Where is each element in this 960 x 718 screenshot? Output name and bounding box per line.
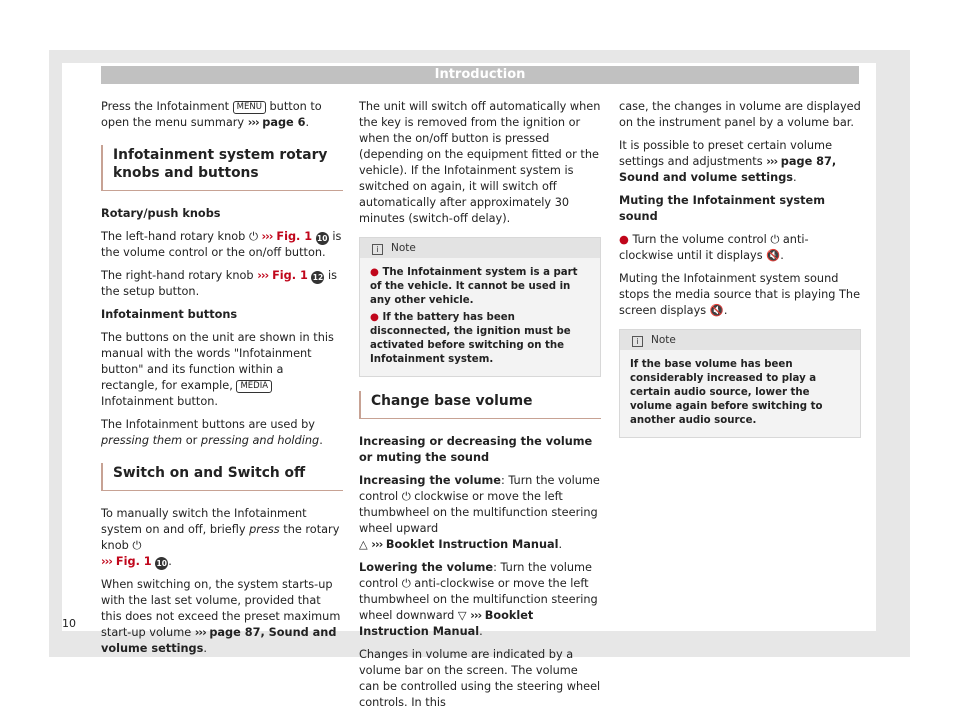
heading-rotary-knobs: Infotainment system rotary knobs and buttons xyxy=(101,145,343,191)
fig-ref-link[interactable]: ››› Fig. 1 xyxy=(101,555,152,568)
note-body xyxy=(620,350,860,437)
preset-paragraph: It is possible to preset certain volume settings and adjustments ››› page 87, Sound and volume settings. xyxy=(619,139,837,184)
left-knob-paragraph: The left-hand rotary knob ⏻ ››› Fig. 1 10 is the volume control or the on/off button. xyxy=(101,230,342,259)
mute-icon: 🔇 xyxy=(709,304,724,317)
chevron-ref-icon: ››› xyxy=(766,155,778,168)
page-ref-link[interactable]: page 87, Sound and volume settings xyxy=(101,626,337,655)
triangle-up-icon: △ xyxy=(359,538,368,551)
note-body xyxy=(360,258,600,376)
booklet-ref[interactable]: Booklet Instruction Manual xyxy=(385,538,559,551)
fig-ref-link[interactable]: ››› Fig. 1 xyxy=(257,269,308,282)
power-icon: ⏻ xyxy=(401,490,411,503)
heading-change-volume: Change base volume xyxy=(359,391,601,419)
right-knob-paragraph: The right-hand rotary knob ››› Fig. 1 12 is the setup button. xyxy=(101,269,338,298)
mute-icon: 🔇 xyxy=(766,249,781,262)
info-icon: i xyxy=(372,244,383,255)
intro-paragraph: Press the Infotainment MENU button to open the menu summary ››› page 6. xyxy=(101,100,322,129)
auto-off-paragraph: The unit will switch off automatically when the key is removed from the ignition or when the on/off button is pressed (depending on the equipment fitted or the vehicle). If the Infotainment system is switched on again, it will switch off automatically after approximately 30 minutes (switch-off delay). xyxy=(359,100,601,225)
switch-paragraph: To manually switch the Infotainment system on and off, briefly press the rotary knob ⏻ ››› Fig. 1 10. xyxy=(101,507,340,568)
note-header: i Note xyxy=(360,238,600,258)
page-ref-link[interactable]: page 6 xyxy=(262,116,306,129)
booklet-ref[interactable]: Booklet Instruction Manual xyxy=(359,609,534,638)
column-1 xyxy=(101,99,343,664)
note-header: i Note xyxy=(620,330,860,350)
increase-paragraph: Increasing the volume: Turn the volume control ⏻ clockwise or move the left thumbwheel on the multifunction steering wheel upward △ ››› Booklet Instruction Manual. xyxy=(359,474,600,551)
callout-10: 10 xyxy=(317,234,328,243)
media-key: MEDIA xyxy=(236,380,272,393)
note-item: ● The Infotainment system is a part of the vehicle. It cannot be used in any other vehicle. xyxy=(370,267,578,306)
power-icon: ⏻ xyxy=(248,230,258,243)
chevron-ref-icon: ››› xyxy=(470,609,482,622)
page-ref-link[interactable]: page 87, Sound and volume settings xyxy=(619,155,837,184)
note-text: If the base volume has been considerably increased to play a certain audio source, lower the volume again before switching to another audio source. xyxy=(630,359,823,426)
column-3 xyxy=(619,99,861,452)
callout-12: 12 xyxy=(312,273,324,282)
callout-10: 10 xyxy=(156,559,167,568)
power-icon: ⏻ xyxy=(401,577,411,590)
usage-paragraph: The Infotainment buttons are used by pressing them or pressing and holding. xyxy=(101,418,323,447)
volume-bar-paragraph: Changes in volume are indicated by a volume bar on the screen. The volume can be controlled using the steering wheel controls. In this xyxy=(359,648,601,709)
subheading-rotary-push-knobs: Rotary/push knobs xyxy=(101,207,221,220)
note-box xyxy=(359,237,601,377)
chevron-ref-icon: ››› xyxy=(194,626,206,639)
section-header: Introduction xyxy=(101,66,859,84)
power-icon: ⏻ xyxy=(770,233,780,246)
chevron-ref-icon: ››› xyxy=(371,538,383,551)
subheading-infotainment-buttons: Infotainment buttons xyxy=(101,308,238,321)
buttons-paragraph: The buttons on the unit are shown in this manual with the words "Infotainment button" and its function within a rectangle, for example, MEDIA Infotainment button. xyxy=(101,331,334,408)
note-item: ● If the battery has been disconnected, the ignition must be activated before switching on the Infotainment system. xyxy=(370,312,571,365)
note-box xyxy=(619,329,861,438)
menu-key: MENU xyxy=(233,101,266,114)
fig-ref-link[interactable]: ››› Fig. 1 xyxy=(261,230,313,243)
subheading-muting: Muting the Infotainment system sound xyxy=(619,194,825,223)
info-icon: i xyxy=(632,336,643,347)
startup-paragraph: When switching on, the system starts-up with the last set volume, provided that this does not exceed the preset maximum start-up volume ››› page 87, Sound and volume settings. xyxy=(101,578,341,655)
heading-switch-on-off: Switch on and Switch off xyxy=(101,463,343,491)
triangle-down-icon: ▽ xyxy=(457,609,467,622)
chevron-ref-icon: ››› xyxy=(247,116,259,129)
muting-bullet: ● Turn the volume control ⏻ anti-clockwise until it displays 🔇. xyxy=(619,233,809,262)
power-icon: ⏻ xyxy=(132,539,142,552)
muting-paragraph: Muting the Infotainment system sound stops the media source that is playing The screen displays 🔇. xyxy=(619,272,861,317)
instrument-paragraph: case, the changes in volume are displayed on the instrument panel by a volume bar. xyxy=(619,100,861,129)
page-number: 10 xyxy=(62,617,76,630)
column-2 xyxy=(359,99,601,718)
decrease-paragraph: Lowering the volume: Turn the volume control ⏻ anti-clockwise or move the left thumbwheel on the multifunction steering wheel downward ▽ ››› Booklet Instruction Manual. xyxy=(359,561,598,638)
subheading-volume: Increasing or decreasing the volume or muting the sound xyxy=(359,435,593,464)
